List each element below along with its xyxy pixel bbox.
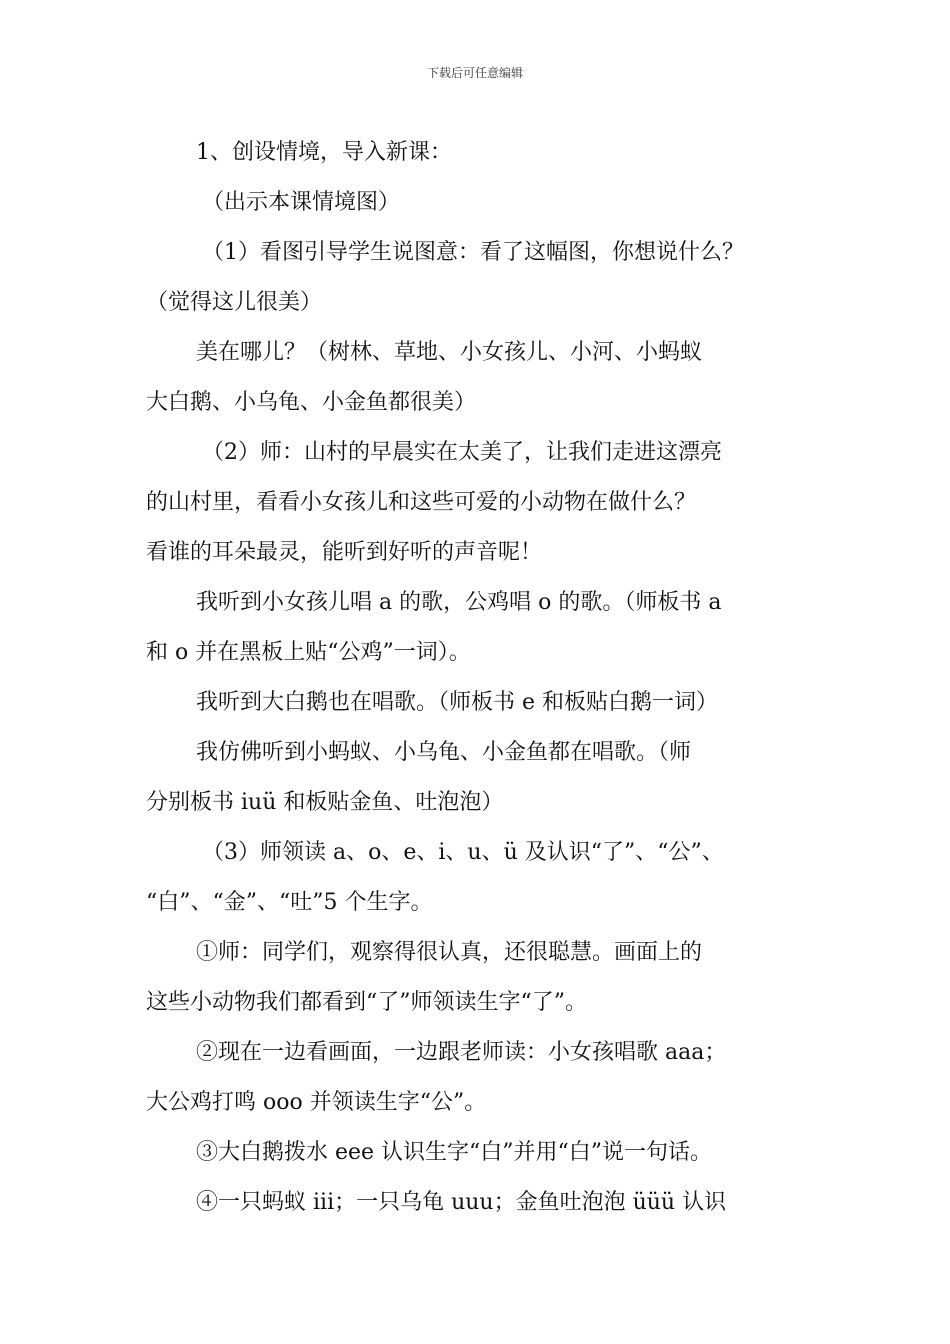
paragraph: [146, 1178, 830, 1228]
paragraph-line: 大白鹅、小乌龟、小金鱼都很美）: [146, 390, 477, 415]
paragraph: [146, 578, 830, 678]
paragraph: [146, 828, 830, 928]
paragraph: [146, 428, 830, 578]
paragraph: [146, 328, 830, 428]
paragraph-line: 我听到小女孩儿唱 a 的歌，公鸡唱 o 的歌。（师板书 a: [196, 590, 722, 615]
paragraph-line: 和 o 并在黑板上贴“公鸡”一词）。: [146, 640, 471, 665]
paragraph-line: 大公鸡打鸣 ooo 并领读生字“公”。: [146, 1090, 487, 1115]
paragraph: [146, 678, 830, 728]
paragraph-line: “白”、“金”、“吐”5 个生字。: [146, 890, 433, 915]
paragraph: [146, 928, 830, 1028]
paragraph-line: （2）师：山村的早晨实在太美了，让我们走进这漂亮: [202, 440, 722, 465]
paragraph: [146, 228, 830, 328]
paragraph-line: （1）看图引导学生说图意：看了这幅图，你想说什么？: [202, 240, 744, 265]
paragraph-line: ④一只蚂蚁 iii；一只乌龟 uuu；金鱼吐泡泡 üüü 认识: [196, 1190, 727, 1215]
paragraph-line: 我仿佛听到小蚂蚁、小乌龟、小金鱼都在唱歌。（师: [196, 740, 692, 765]
paragraph-line: （觉得这儿很美）: [146, 290, 323, 315]
paragraph: [146, 178, 830, 228]
paragraph-line: 的山村里，看看小女孩儿和这些可爱的小动物在做什么？: [146, 490, 697, 515]
document-body: [146, 128, 830, 1228]
paragraph-line: 看谁的耳朵最灵，能听到好听的声音呢！: [146, 540, 543, 565]
paragraph-line: 美在哪儿？（树林、草地、小女孩儿、小河、小蚂蚁: [196, 340, 703, 365]
paragraph: [146, 128, 830, 178]
page-header: 下载后可任意编辑: [426, 66, 523, 80]
paragraph-line: 分别板书 iuü 和板贴金鱼、吐泡泡）: [146, 790, 504, 815]
paragraph: [146, 1028, 830, 1128]
paragraph-line: 这些小动物我们都看到“了”师领读生字“了”。: [146, 990, 587, 1015]
paragraph-line: （3）师领读 a、o、e、i、u、ü 及认识“了”、“公”、: [202, 840, 724, 865]
paragraph-line: 1、创设情境，导入新课：: [196, 140, 452, 165]
paragraph: [146, 1128, 830, 1178]
paragraph: [146, 728, 830, 828]
paragraph-line: 我听到大白鹅也在唱歌。（师板书 e 和板贴白鹅一词）: [196, 690, 719, 715]
paragraph-line: ①师：同学们，观察得很认真，还很聪慧。画面上的: [196, 940, 703, 965]
paragraph-line: ③大白鹅拨水 eee 认识生字“白”并用“白”说一句话。: [196, 1140, 713, 1165]
paragraph-line: （出示本课情境图）: [202, 190, 401, 215]
paragraph-line: ②现在一边看画面，一边跟老师读：小女孩唱歌 aaa；: [196, 1040, 727, 1065]
